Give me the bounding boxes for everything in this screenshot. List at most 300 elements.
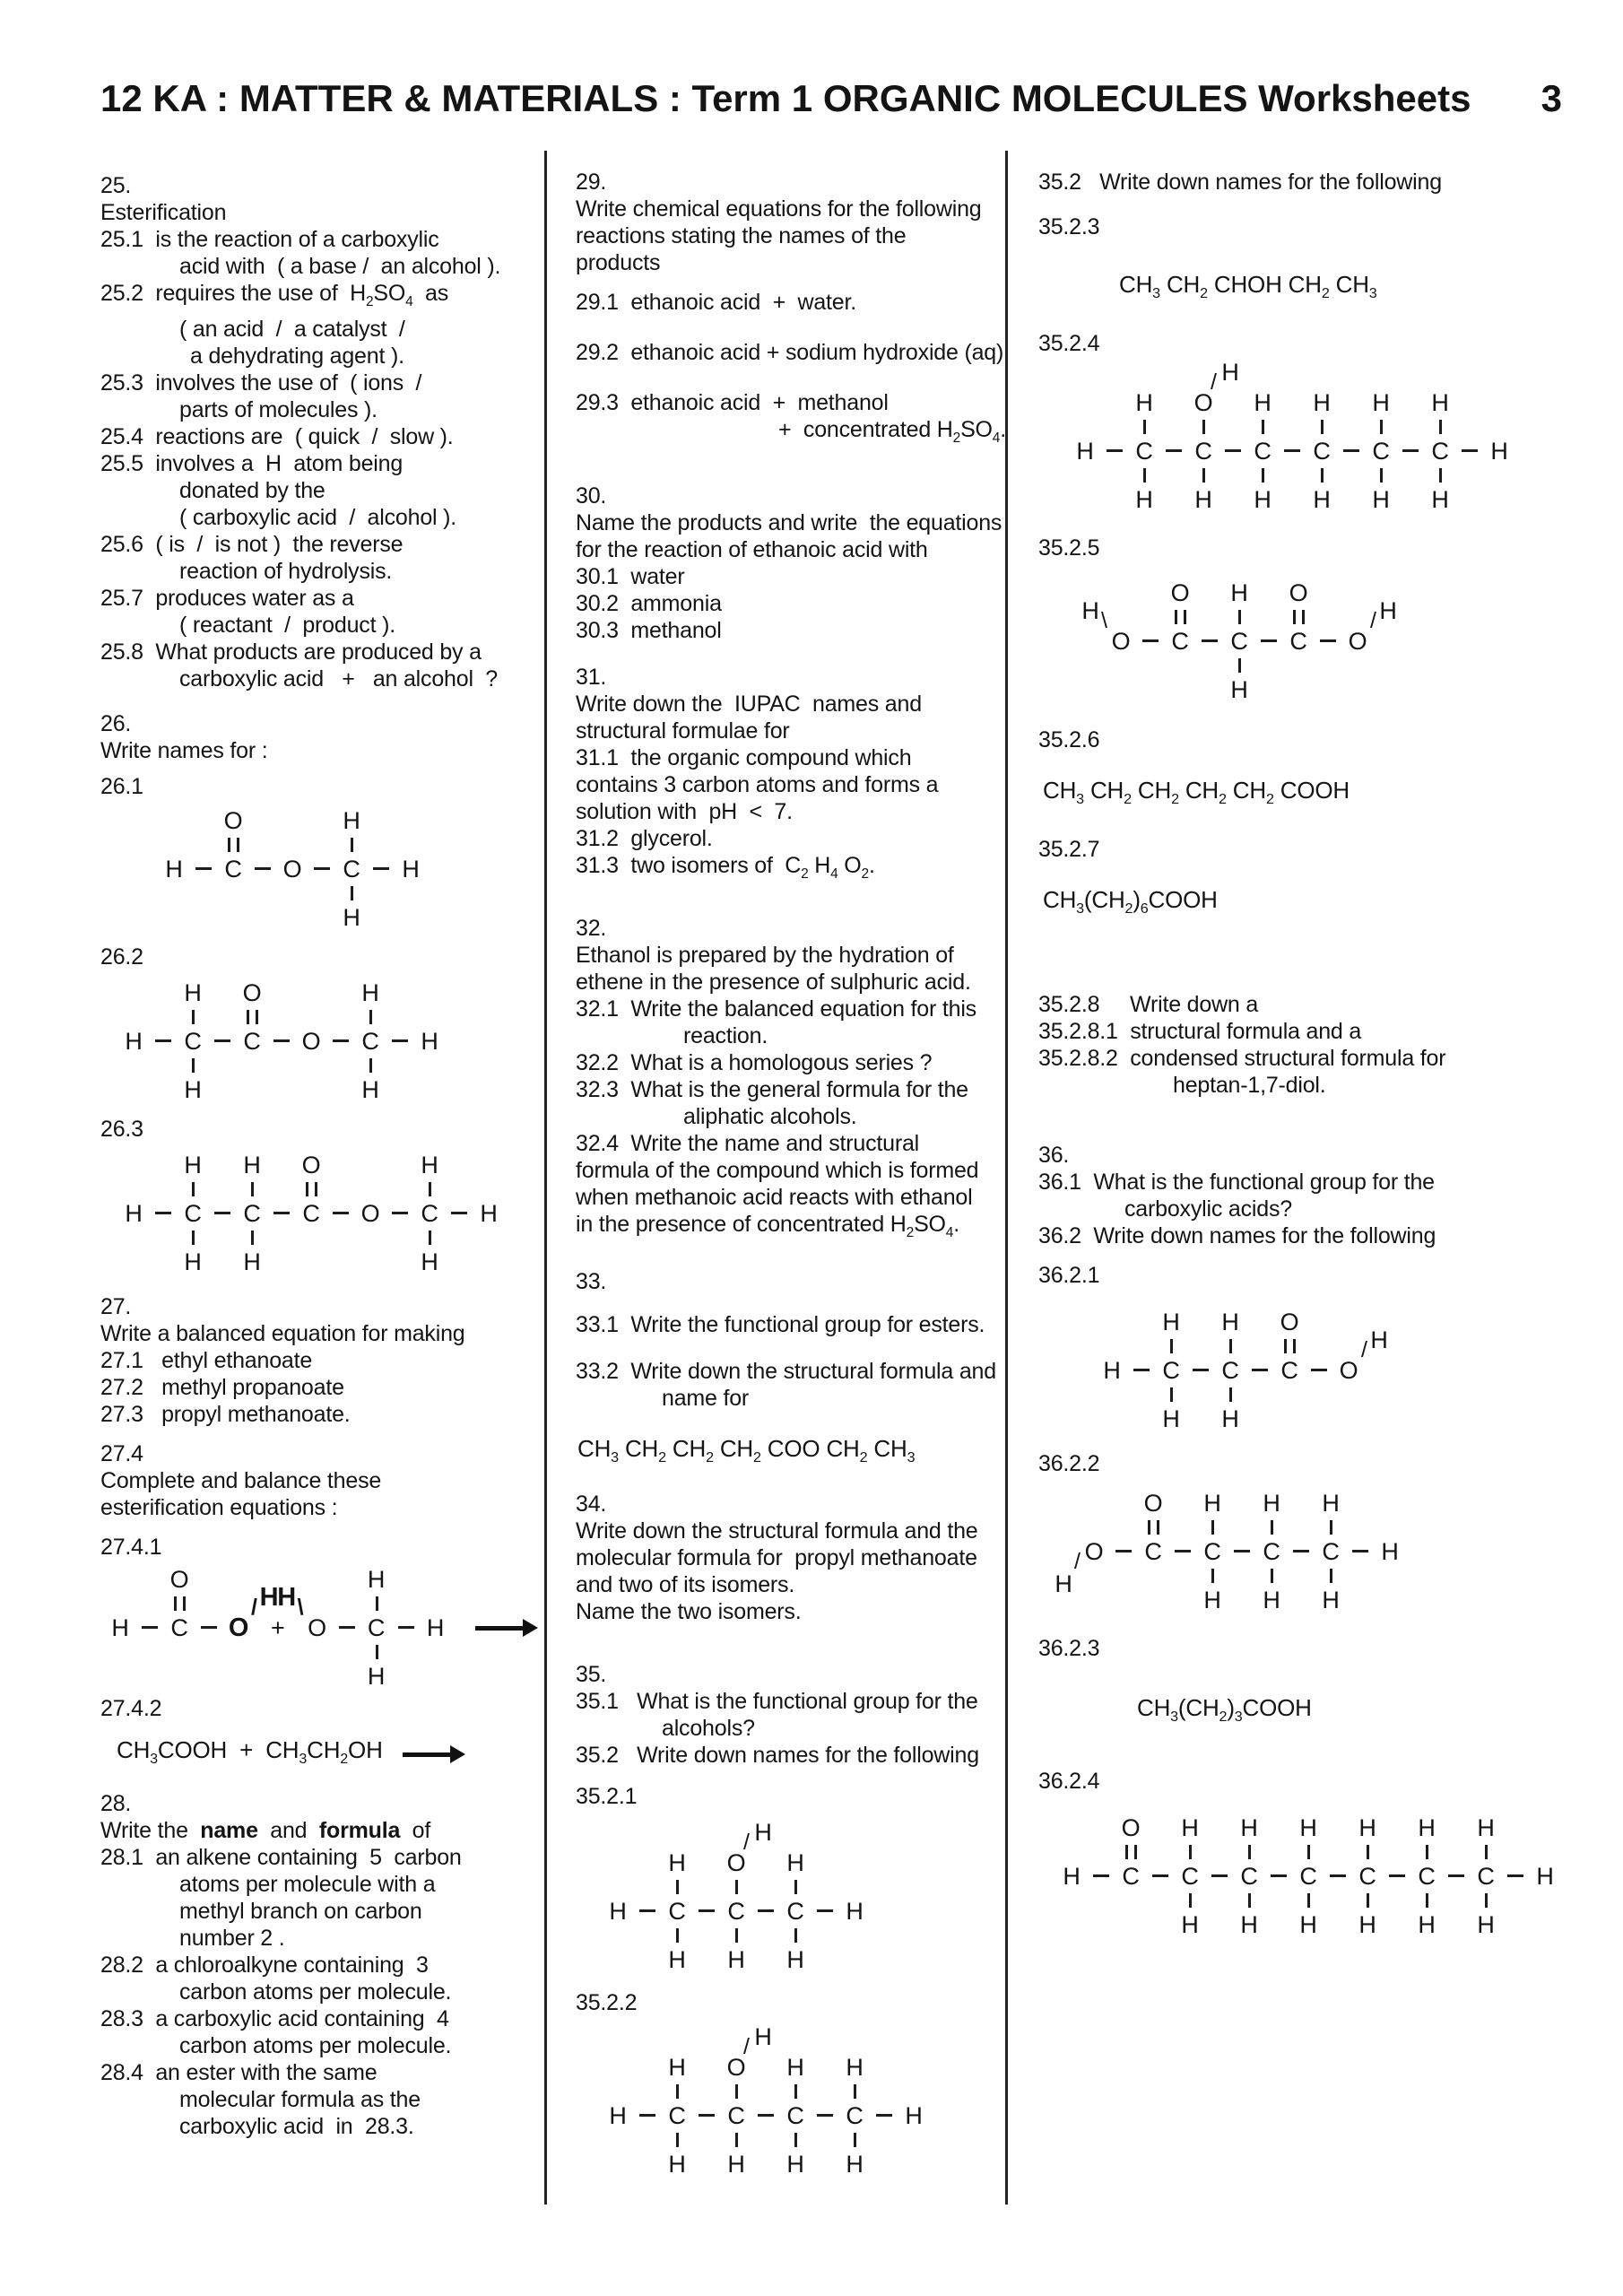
subscript: 3 (907, 1449, 916, 1466)
label-36-2-3 (1038, 1635, 1599, 1662)
question-29-3 (576, 389, 1006, 452)
text-line: reaction. (683, 1023, 768, 1048)
bond (817, 2114, 833, 2117)
text-line: molecular formula for propyl methanoate (576, 1545, 977, 1571)
bond (1234, 1550, 1250, 1552)
text-line: 33. (576, 1269, 607, 1294)
atom-C: C (786, 2102, 804, 2130)
text-line: 26. (100, 711, 132, 736)
bond (183, 1596, 186, 1611)
text-line: 35.2.6 (1038, 727, 1100, 753)
bond (1262, 468, 1264, 483)
label-26-2 (100, 944, 535, 970)
bond (1439, 468, 1442, 483)
subscript: 2 (658, 1449, 666, 1466)
atom-H: H (754, 1819, 772, 1847)
text-line: for the reaction of ethanoic acid with (576, 537, 928, 562)
atom-C: C (184, 1028, 202, 1055)
text-line: 25.3 involves the use of ( ions / (100, 370, 422, 396)
bond (369, 1058, 372, 1073)
atom-H: H (1221, 1405, 1239, 1432)
bond (639, 1909, 655, 1912)
text-line: formula of the compound which is formed (576, 1158, 979, 1183)
text-line: products (576, 250, 661, 275)
text-line: 35.2 Write down names for the following (576, 1743, 979, 1769)
atom-H: H (1240, 1910, 1258, 1938)
bond (1175, 610, 1177, 624)
bond (1143, 468, 1146, 483)
atom-H: H (668, 1946, 686, 1974)
atom-C: C (1313, 438, 1331, 465)
bond (1248, 1845, 1251, 1859)
bond (1229, 1387, 1232, 1402)
bond (1202, 639, 1218, 642)
bond (228, 838, 230, 852)
text-line: 35.1 What is the functional group for the (576, 1689, 978, 1715)
atom-H: H (421, 1152, 438, 1178)
bond (1352, 1550, 1368, 1552)
text-line: 36.2.3 (1038, 1635, 1100, 1661)
text-line: methyl branch on carbon (179, 1899, 422, 1925)
text-line: 29. (576, 170, 607, 195)
text-line: contains 3 carbon atoms and forms a (576, 772, 939, 797)
subscript: 2 (1265, 791, 1274, 808)
bond (676, 1880, 679, 1894)
bond (306, 1182, 308, 1196)
atom-H: H (1181, 1910, 1199, 1938)
subscript: 2 (1321, 285, 1330, 302)
atom-C: C (1181, 1862, 1199, 1890)
text-line: 29.2 ethanoic acid + sodium hydroxide (aq) (576, 340, 1004, 365)
subscript: 2 (1171, 791, 1179, 808)
text-line: 35.2.1 (576, 1784, 638, 1810)
structural-formula (1065, 357, 1519, 515)
atom-C: C (1194, 438, 1212, 465)
bond (854, 2133, 856, 2147)
text-line: name for (662, 1386, 750, 1411)
atom-H: H (668, 2151, 686, 2179)
bond (1152, 1874, 1168, 1877)
atom-O: O (301, 1152, 321, 1178)
text-line: 25.4 reactions are ( quick / slow ). (100, 424, 454, 449)
atom-H: H (1477, 1813, 1495, 1841)
column-divider (544, 151, 547, 2205)
structural-formula (154, 805, 430, 933)
atom-C: C (170, 1614, 188, 1641)
question-31 (576, 664, 997, 888)
bond (735, 1928, 738, 1943)
bond (699, 2114, 715, 2117)
atom-H: H (1203, 1489, 1221, 1517)
atom-H: H (1263, 1586, 1280, 1613)
column-1 (100, 161, 535, 2140)
atom-C: C (786, 1898, 804, 1926)
bond-slant: / (1370, 608, 1376, 634)
atom-H: H (421, 1248, 438, 1275)
bond-slant: \ (1101, 608, 1107, 634)
bond (854, 2084, 856, 2099)
subscript: 2 (753, 1449, 761, 1466)
structure-36-2-2 (1055, 1488, 1599, 1615)
subscript: 6 (1140, 900, 1149, 918)
bond (1175, 1550, 1191, 1552)
atom-H: H (1381, 1537, 1399, 1565)
atom-H: H (361, 979, 379, 1006)
bond (1485, 1893, 1488, 1908)
text-line: 27. (100, 1294, 132, 1319)
text-line: 25.6 ( is / is not ) the reverse (100, 532, 404, 557)
structural-formula (100, 1564, 279, 1643)
atom-H: H (1379, 597, 1397, 625)
atom-O: O (228, 1613, 249, 1642)
text-line: number 2 . (179, 1926, 285, 1952)
text-line: 25. (100, 173, 132, 198)
bond (758, 1909, 774, 1912)
bond (1148, 1520, 1150, 1535)
column-2 (576, 161, 1006, 2179)
bond (1293, 610, 1296, 624)
question-29-1 (576, 289, 997, 316)
text-line: donated by the (179, 478, 325, 503)
text-line: 35.2.8 Write down a (1038, 991, 1259, 1017)
text-line: 26.3 (100, 1117, 143, 1142)
text-line: acid with ( a base / an alcohol ). (179, 254, 501, 279)
question-35-2 (1038, 169, 1599, 196)
bond (1143, 420, 1146, 434)
atom-H: H (1431, 486, 1449, 514)
text-line: 25.7 produces water as a (100, 586, 354, 611)
atom-C: C (1254, 438, 1271, 465)
text-line: 34. (576, 1492, 607, 1518)
bond (192, 1231, 195, 1245)
bond (1448, 1874, 1464, 1877)
atom-H: H (111, 1614, 129, 1641)
text-line: ethene in the presence of sulphuric acid. (576, 970, 971, 995)
atom-H: H (1203, 1586, 1221, 1613)
atom-H: H (125, 1200, 143, 1227)
bond (1170, 1339, 1173, 1353)
bond (794, 1880, 797, 1894)
atom-C: C (1418, 1862, 1436, 1890)
text-line: 27.4 (100, 1441, 143, 1466)
atom-H: H (1254, 389, 1271, 417)
atom-H: H (1103, 1356, 1121, 1384)
equation-structure (277, 1564, 456, 1692)
atom-C: C (1477, 1862, 1495, 1890)
subscript: 2 (952, 430, 961, 446)
text-line: 25.2 requires the use of $H_2SO_4$ as (100, 281, 449, 309)
subscript: 3 (1234, 1708, 1243, 1725)
bond (392, 1039, 408, 1042)
bond (1211, 1569, 1214, 1583)
label-26-3 (100, 1116, 535, 1143)
bond (1107, 449, 1123, 452)
atom-H: H (1313, 486, 1331, 514)
atom-H: H (480, 1200, 498, 1227)
bond (1248, 1893, 1251, 1908)
atom-O: O (1289, 579, 1308, 607)
text-line: 35.2.5 (1038, 535, 1100, 561)
atom-H: H (343, 807, 360, 834)
bond (1307, 1845, 1310, 1859)
atom-H: H (343, 904, 360, 931)
subscript: 3 (150, 1751, 158, 1768)
question-36 (1038, 1142, 1599, 1249)
question-32 (576, 915, 997, 1247)
question-34 (576, 1491, 997, 1625)
label-26-1 (100, 773, 535, 800)
atom-C: C (184, 1200, 202, 1227)
atom-C: C (367, 1614, 386, 1641)
subscript: 2 (861, 866, 869, 882)
atom-H: H (1135, 389, 1153, 417)
atom-C: C (1263, 1537, 1280, 1565)
bond (1402, 449, 1419, 452)
text-line: heptan-1,7-diol. (1173, 1072, 1326, 1098)
equation-structure (100, 1564, 279, 1643)
text-line: reaction of hydrolysis. (179, 559, 393, 584)
atom-C: C (1322, 1537, 1340, 1565)
atom-H: H (1358, 1910, 1376, 1938)
text-line: 32. (576, 916, 607, 941)
label-35-2-3 (1038, 213, 1599, 240)
bond (1507, 1874, 1523, 1877)
text-line: ( carboxylic acid / alcohol ). (179, 505, 456, 530)
bond (155, 1039, 171, 1042)
question-27-4 (100, 1440, 535, 1521)
bond (1211, 1874, 1228, 1877)
bold-text: formula (318, 1818, 401, 1844)
atom-H: H (361, 1076, 379, 1103)
bond (376, 1596, 378, 1611)
bond (794, 2133, 797, 2147)
bond (1389, 1874, 1405, 1877)
atom-H: H (1313, 389, 1331, 417)
atom-H: H (1370, 1326, 1388, 1353)
bond (429, 1231, 431, 1245)
structure-36-2-4 (1052, 1813, 1599, 1940)
atom-C: C (421, 1200, 438, 1227)
bond (256, 1010, 258, 1024)
bond (1093, 1874, 1109, 1877)
bond (192, 1010, 195, 1024)
bond (1367, 1893, 1369, 1908)
structural-formula (598, 2022, 933, 2179)
text-line: 31.2 glycerol. (576, 826, 713, 851)
atom-H: H (786, 1946, 804, 1974)
bond-slant: / (743, 2034, 750, 2060)
text-line: parts of molecules ). (179, 397, 378, 422)
arrow-right-icon (403, 1752, 451, 1757)
atom-H: H (786, 2151, 804, 2179)
atom-H: H (1063, 1862, 1081, 1890)
bond (339, 1626, 355, 1629)
bond (192, 1058, 195, 1073)
text-line: 25.8 What products are produced by a (100, 639, 482, 665)
atom-C: C (1122, 1862, 1140, 1890)
atom-O: O (1280, 1308, 1299, 1335)
subscript: 3 (1170, 1708, 1178, 1725)
atom-H: H (184, 1152, 202, 1178)
subscript: 2 (906, 1225, 915, 1240)
text-line: Name the products and write the equations (576, 510, 1002, 535)
text-line: 33.2 Write down the structural formula and (576, 1359, 996, 1384)
bond (1462, 449, 1478, 452)
bond (1311, 1369, 1327, 1371)
bond (1211, 1520, 1214, 1535)
formula-35-2-7 (1043, 886, 1599, 922)
page-header (100, 77, 1562, 120)
question-29-2 (576, 339, 1004, 366)
bond (1426, 1893, 1428, 1908)
text-line: when methanoic acid reacts with ethanol (576, 1185, 973, 1210)
formula-36-2-3 (1137, 1694, 1599, 1730)
bond (1271, 1874, 1287, 1877)
text-line: 28.3 a carboxylic acid containing 4 (100, 2006, 449, 2032)
atom-H: H (277, 1583, 296, 1612)
bond (398, 1626, 414, 1629)
text-line: 35.2.8.2 condensed structural formula for (1038, 1045, 1446, 1071)
bond (1238, 610, 1241, 624)
bond (351, 838, 353, 852)
bond (1225, 449, 1241, 452)
atom-O: O (242, 979, 262, 1006)
bond (1330, 1569, 1332, 1583)
atom-H: H (125, 1028, 143, 1055)
atom-H: H (1418, 1910, 1436, 1938)
text-line: Write names for : (100, 738, 268, 763)
bond (351, 886, 353, 900)
structure-26-1 (154, 805, 535, 933)
atom-C: C (224, 856, 242, 883)
atom-H: H (1081, 597, 1099, 625)
atom-H: H (1490, 438, 1508, 465)
text-line: in the presence of concentrated $H_2SO_4$. (576, 1212, 959, 1240)
structural-formula (1055, 1488, 1410, 1615)
bond (1189, 1893, 1192, 1908)
atom-O: O (1111, 628, 1131, 656)
atom-H: H (1162, 1308, 1180, 1335)
bond (1367, 1845, 1369, 1859)
bond (639, 2114, 655, 2117)
bond (1380, 468, 1383, 483)
question-29 (576, 169, 997, 276)
label-35-2-7 (1038, 836, 1599, 863)
question-35 (576, 1661, 997, 1769)
subscript: 2 (1124, 900, 1133, 918)
atom-H: H (727, 2151, 745, 2179)
text-line: 27.4.2 (100, 1696, 162, 1721)
bond (369, 1010, 372, 1024)
text-line: 35.2.3 (1038, 214, 1100, 239)
bond (1189, 1845, 1192, 1859)
atom-H: H (184, 1076, 202, 1103)
subscript: 4 (992, 430, 1001, 446)
bond (1485, 1845, 1488, 1859)
text-line: 36. (1038, 1142, 1070, 1168)
question-33-1 (576, 1311, 997, 1338)
atom-C: C (243, 1200, 261, 1227)
bond (735, 2133, 738, 2147)
atom-C: C (1135, 438, 1153, 465)
atom-C: C (361, 1028, 379, 1055)
atom-H: H (668, 2054, 686, 2082)
bond (1343, 449, 1359, 452)
formula-text: $CH_3(CH_2)_3COOH$ (1137, 1693, 1312, 1725)
equation-27-4-2 (117, 1736, 535, 1772)
text-line: 30.3 methanol (576, 618, 722, 643)
bond (214, 1212, 230, 1214)
bond (1330, 1520, 1332, 1535)
bond (251, 1182, 254, 1196)
text-line: 25.1 is the reaction of a carboxylic (100, 227, 439, 252)
bond-slant: / (1361, 1336, 1367, 1362)
text-line: Name the two isomers. (576, 1599, 802, 1625)
plus-sign: + (271, 1614, 285, 1641)
text-line: 32.2 What is a homologous series ? (576, 1050, 933, 1075)
label-27-4-2 (100, 1695, 535, 1722)
atom-C: C (727, 2102, 745, 2130)
label-36-2-4 (1038, 1768, 1599, 1795)
structure-35-2-1 (598, 1817, 997, 1975)
text-line: 33.1 Write the functional group for esters. (576, 1312, 985, 1337)
text-line: 36.2.1 (1038, 1262, 1100, 1288)
atom-C: C (668, 1898, 686, 1926)
text-line: 32.3 What is the general formula for the (576, 1077, 968, 1102)
bond (273, 1039, 290, 1042)
question-28 (100, 1790, 535, 2140)
bond (676, 2133, 679, 2147)
subscript: 3 (611, 1449, 619, 1466)
text-line: 30.1 water (576, 564, 685, 589)
structural-formula (114, 978, 449, 1105)
formula-text: $CH_3(CH_2)_6COOH$ (1043, 886, 1218, 918)
text-line: atoms per molecule with a (179, 1872, 436, 1898)
subscript: 2 (365, 294, 374, 309)
atom-H: H (1536, 1862, 1554, 1890)
bond (451, 1212, 467, 1214)
bond (1115, 1550, 1132, 1552)
atom-H: H (786, 1849, 804, 1877)
text-line: 35. (576, 1662, 607, 1688)
text-line: molecular formula as the (179, 2087, 421, 2113)
structure-35-2-5 (1081, 578, 1599, 705)
bond (1271, 1569, 1273, 1583)
bond (1229, 1339, 1232, 1353)
atom-C: C (1372, 438, 1390, 465)
atom-C: C (668, 2102, 686, 2130)
bond (333, 1039, 349, 1042)
bond (392, 1212, 408, 1214)
arrow-right-icon (475, 1626, 524, 1631)
atom-C: C (1144, 1537, 1162, 1565)
bond (1142, 639, 1159, 642)
atom-H: H (1372, 389, 1390, 417)
atom-C: C (727, 1898, 745, 1926)
text-line: and two of its isomers. (576, 1572, 795, 1598)
atom-H: H (786, 2054, 804, 2082)
atom-O: O (1193, 389, 1213, 417)
bond (201, 1626, 217, 1629)
text-line: 36.2.2 (1038, 1450, 1100, 1476)
page-number: 3 (1541, 77, 1562, 119)
bond (192, 1182, 195, 1196)
subscript: 2 (340, 1751, 349, 1768)
atom-H: H (1230, 676, 1248, 704)
question-30 (576, 483, 1002, 644)
atom-C: C (1230, 628, 1248, 656)
bond (735, 1880, 738, 1894)
